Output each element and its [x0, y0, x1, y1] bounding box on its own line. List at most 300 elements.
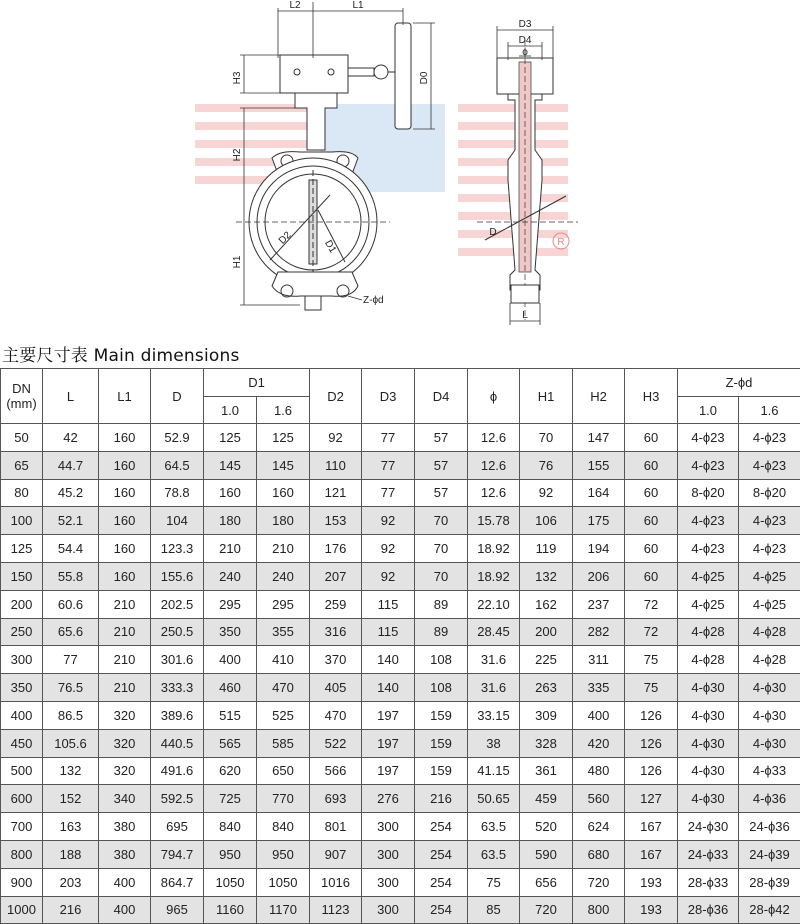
cell-d: 389.6: [151, 701, 204, 729]
cell-d1-pn10: 725: [204, 785, 257, 813]
cell-d3: 77: [362, 424, 415, 452]
cell-dn: 300: [1, 646, 43, 674]
cell-l: 54.4: [43, 535, 99, 563]
cell-l1: 320: [99, 729, 151, 757]
cell-d1-pn10: 840: [204, 813, 257, 841]
cell-l: 203: [43, 868, 99, 896]
cell-l: 44.7: [43, 451, 99, 479]
cell-d4: 108: [415, 646, 468, 674]
cell-l1: 380: [99, 840, 151, 868]
table-row: [1, 701, 800, 729]
header-d1-pn16: 1.6: [257, 397, 310, 424]
cell-dn: 200: [1, 590, 43, 618]
cell-l: 42: [43, 424, 99, 452]
cell-dn: 50: [1, 424, 43, 452]
header-d2: D2: [310, 369, 362, 424]
cell-h1: 720: [520, 896, 573, 924]
cell-d1-pn10: 1160: [204, 896, 257, 924]
cell-h3: 167: [625, 840, 678, 868]
cell-h3: 193: [625, 896, 678, 924]
cell-h1: 76: [520, 451, 573, 479]
cell-h1: 309: [520, 701, 573, 729]
dimensions-table: [0, 368, 800, 924]
cell-d2: 405: [310, 674, 362, 702]
cell-zphid-pn10: 24-ϕ33: [678, 840, 739, 868]
cell-d3: 115: [362, 618, 415, 646]
cell-d1-pn16: 470: [257, 674, 310, 702]
cell-d4: 70: [415, 562, 468, 590]
svg-text:Z-ϕd: Z-ϕd: [363, 295, 384, 306]
table-row: [1, 757, 800, 785]
cell-h3: 167: [625, 813, 678, 841]
cell-l: 60.6: [43, 590, 99, 618]
cell-l1: 160: [99, 507, 151, 535]
table-body: [1, 424, 800, 924]
cell-d: 333.3: [151, 674, 204, 702]
cell-h3: 60: [625, 424, 678, 452]
cell-d1-pn10: 400: [204, 646, 257, 674]
cell-dn: 150: [1, 562, 43, 590]
cell-phi: 33.15: [468, 701, 520, 729]
cell-dn: 65: [1, 451, 43, 479]
cell-h1: 361: [520, 757, 573, 785]
header-l1: L1: [99, 369, 151, 424]
cell-d: 301.6: [151, 646, 204, 674]
cell-d: 864.7: [151, 868, 204, 896]
cell-zphid-pn16: 4-ϕ30: [739, 729, 800, 757]
cell-zphid-pn16: 24-ϕ36: [739, 813, 800, 841]
cell-d1-pn16: 650: [257, 757, 310, 785]
cell-h1: 106: [520, 507, 573, 535]
table-caption: 主要尺寸表 Main dimensions: [2, 341, 240, 366]
cell-h3: 127: [625, 785, 678, 813]
cell-l: 65.6: [43, 618, 99, 646]
cell-h2: 800: [573, 896, 625, 924]
cell-d1-pn10: 180: [204, 507, 257, 535]
table-row: [1, 840, 800, 868]
cell-d2: 693: [310, 785, 362, 813]
cell-zphid-pn16: 4-ϕ36: [739, 785, 800, 813]
cell-d4: 254: [415, 868, 468, 896]
table-row: [1, 479, 800, 507]
cell-d4: 57: [415, 479, 468, 507]
cell-h3: 60: [625, 507, 678, 535]
svg-text:H3: H3: [232, 71, 243, 84]
cell-h3: 60: [625, 535, 678, 563]
cell-h3: 75: [625, 646, 678, 674]
cell-d3: 77: [362, 479, 415, 507]
cell-d1-pn16: 1170: [257, 896, 310, 924]
cell-zphid-pn10: 4-ϕ23: [678, 424, 739, 452]
table-header: [1, 369, 800, 424]
svg-text:D: D: [489, 227, 496, 238]
cell-d4: 108: [415, 674, 468, 702]
cell-l1: 160: [99, 451, 151, 479]
svg-text:ϕ: ϕ: [522, 47, 528, 58]
cell-l: 52.1: [43, 507, 99, 535]
header-h1: H1: [520, 369, 573, 424]
cell-d1-pn10: 515: [204, 701, 257, 729]
cell-d3: 300: [362, 840, 415, 868]
cell-zphid-pn10: 4-ϕ23: [678, 535, 739, 563]
cell-zphid-pn10: 4-ϕ25: [678, 562, 739, 590]
cell-zphid-pn10: 4-ϕ30: [678, 785, 739, 813]
cell-d2: 1016: [310, 868, 362, 896]
cell-h1: 70: [520, 424, 573, 452]
cell-h2: 175: [573, 507, 625, 535]
cell-zphid-pn16: 24-ϕ39: [739, 840, 800, 868]
cell-d1-pn16: 1050: [257, 868, 310, 896]
cell-zphid-pn16: 28-ϕ39: [739, 868, 800, 896]
cell-h2: 237: [573, 590, 625, 618]
cell-h1: 520: [520, 813, 573, 841]
cell-h2: 206: [573, 562, 625, 590]
cell-h1: 132: [520, 562, 573, 590]
table-row: [1, 868, 800, 896]
cell-l1: 160: [99, 479, 151, 507]
table-row: [1, 729, 800, 757]
cell-zphid-pn10: 4-ϕ25: [678, 590, 739, 618]
cell-zphid-pn10: 4-ϕ28: [678, 618, 739, 646]
cell-zphid-pn10: 4-ϕ28: [678, 646, 739, 674]
cell-h2: 420: [573, 729, 625, 757]
cell-l1: 340: [99, 785, 151, 813]
cell-d2: 1123: [310, 896, 362, 924]
cell-d4: 89: [415, 590, 468, 618]
cell-h1: 590: [520, 840, 573, 868]
cell-h3: 126: [625, 757, 678, 785]
cell-h2: 147: [573, 424, 625, 452]
cell-d4: 254: [415, 896, 468, 924]
cell-d4: 57: [415, 451, 468, 479]
cell-l1: 380: [99, 813, 151, 841]
cell-h2: 164: [573, 479, 625, 507]
cell-h2: 335: [573, 674, 625, 702]
cell-d: 123.3: [151, 535, 204, 563]
cell-h1: 656: [520, 868, 573, 896]
cell-d4: 254: [415, 813, 468, 841]
cell-d3: 77: [362, 451, 415, 479]
cell-d1-pn16: 145: [257, 451, 310, 479]
cell-phi: 12.6: [468, 479, 520, 507]
cell-l1: 210: [99, 590, 151, 618]
svg-text:L: L: [522, 310, 528, 321]
cell-d1-pn16: 125: [257, 424, 310, 452]
cell-d: 965: [151, 896, 204, 924]
cell-h3: 60: [625, 479, 678, 507]
header-zphid-pn10: 1.0: [678, 397, 739, 424]
table-row: [1, 535, 800, 563]
cell-h2: 560: [573, 785, 625, 813]
cell-d: 64.5: [151, 451, 204, 479]
svg-text:R: R: [557, 237, 564, 248]
header-d3: D3: [362, 369, 415, 424]
cell-l: 45.2: [43, 479, 99, 507]
cell-h3: 72: [625, 618, 678, 646]
cell-l1: 210: [99, 646, 151, 674]
cell-d2: 316: [310, 618, 362, 646]
cell-l: 86.5: [43, 701, 99, 729]
svg-text:D1: D1: [322, 238, 338, 255]
header-d1: D1: [204, 369, 310, 397]
cell-dn: 350: [1, 674, 43, 702]
cell-d1-pn10: 210: [204, 535, 257, 563]
cell-zphid-pn16: 4-ϕ23: [739, 507, 800, 535]
svg-text:H1: H1: [232, 255, 243, 268]
cell-dn: 1000: [1, 896, 43, 924]
cell-h2: 194: [573, 535, 625, 563]
cell-d3: 300: [362, 896, 415, 924]
cell-zphid-pn16: 4-ϕ33: [739, 757, 800, 785]
cell-d1-pn16: 180: [257, 507, 310, 535]
cell-d3: 197: [362, 729, 415, 757]
cell-phi: 63.5: [468, 840, 520, 868]
cell-d1-pn16: 950: [257, 840, 310, 868]
cell-d: 52.9: [151, 424, 204, 452]
svg-text:H2: H2: [232, 148, 243, 161]
cell-zphid-pn10: 24-ϕ30: [678, 813, 739, 841]
cell-l: 76.5: [43, 674, 99, 702]
cell-zphid-pn10: 8-ϕ20: [678, 479, 739, 507]
cell-zphid-pn10: 4-ϕ30: [678, 674, 739, 702]
cell-d1-pn16: 210: [257, 535, 310, 563]
table-row: [1, 562, 800, 590]
cell-l: 188: [43, 840, 99, 868]
cell-d1-pn10: 160: [204, 479, 257, 507]
cell-d3: 115: [362, 590, 415, 618]
cell-d: 250.5: [151, 618, 204, 646]
cell-zphid-pn16: 4-ϕ28: [739, 646, 800, 674]
cell-h1: 200: [520, 618, 573, 646]
cell-phi: 38: [468, 729, 520, 757]
cell-d2: 110: [310, 451, 362, 479]
cell-d2: 370: [310, 646, 362, 674]
cell-h3: 60: [625, 562, 678, 590]
cell-d4: 159: [415, 701, 468, 729]
cell-zphid-pn10: 28-ϕ36: [678, 896, 739, 924]
cell-d1-pn10: 620: [204, 757, 257, 785]
cell-phi: 63.5: [468, 813, 520, 841]
cell-h3: 72: [625, 590, 678, 618]
cell-l1: 320: [99, 701, 151, 729]
cell-h3: 126: [625, 729, 678, 757]
cell-zphid-pn16: 4-ϕ30: [739, 674, 800, 702]
cell-d2: 259: [310, 590, 362, 618]
cell-dn: 700: [1, 813, 43, 841]
cell-l: 105.6: [43, 729, 99, 757]
cell-phi: 85: [468, 896, 520, 924]
table-row: [1, 646, 800, 674]
cell-h2: 720: [573, 868, 625, 896]
cell-d4: 159: [415, 729, 468, 757]
cell-d3: 140: [362, 674, 415, 702]
cell-d: 78.8: [151, 479, 204, 507]
cell-zphid-pn16: 28-ϕ42: [739, 896, 800, 924]
cell-d1-pn16: 840: [257, 813, 310, 841]
cell-dn: 450: [1, 729, 43, 757]
cell-d2: 470: [310, 701, 362, 729]
cell-d: 155.6: [151, 562, 204, 590]
cell-phi: 31.6: [468, 674, 520, 702]
cell-d1-pn16: 525: [257, 701, 310, 729]
cell-d: 592.5: [151, 785, 204, 813]
table-row: [1, 590, 800, 618]
cell-h2: 311: [573, 646, 625, 674]
cell-zphid-pn16: 4-ϕ25: [739, 590, 800, 618]
header-dn: DN (mm): [1, 369, 43, 424]
cell-phi: 22.10: [468, 590, 520, 618]
cell-d4: 70: [415, 507, 468, 535]
cell-d4: 57: [415, 424, 468, 452]
cell-zphid-pn10: 4-ϕ23: [678, 451, 739, 479]
cell-phi: 31.6: [468, 646, 520, 674]
cell-d1-pn16: 770: [257, 785, 310, 813]
header-h2: H2: [573, 369, 625, 424]
cell-zphid-pn16: 4-ϕ28: [739, 618, 800, 646]
cell-h1: 263: [520, 674, 573, 702]
cell-l1: 400: [99, 868, 151, 896]
cell-d3: 197: [362, 757, 415, 785]
header-l: L: [43, 369, 99, 424]
svg-text:L2: L2: [289, 0, 301, 11]
cell-d2: 207: [310, 562, 362, 590]
header-h3: H3: [625, 369, 678, 424]
cell-phi: 15.78: [468, 507, 520, 535]
cell-h3: 60: [625, 451, 678, 479]
cell-d2: 92: [310, 424, 362, 452]
cell-d2: 121: [310, 479, 362, 507]
cell-phi: 28.45: [468, 618, 520, 646]
cell-h1: 119: [520, 535, 573, 563]
cell-l: 55.8: [43, 562, 99, 590]
cell-d3: 300: [362, 868, 415, 896]
cell-d2: 566: [310, 757, 362, 785]
cell-h1: 459: [520, 785, 573, 813]
cell-l: 77: [43, 646, 99, 674]
cell-d1-pn16: 240: [257, 562, 310, 590]
cell-d: 440.5: [151, 729, 204, 757]
cell-l: 132: [43, 757, 99, 785]
header-zphid: Z-ϕd: [678, 369, 800, 397]
svg-text:D4: D4: [519, 35, 532, 46]
cell-d2: 907: [310, 840, 362, 868]
cell-dn: 800: [1, 840, 43, 868]
cell-d2: 522: [310, 729, 362, 757]
cell-d3: 92: [362, 562, 415, 590]
cell-h1: 162: [520, 590, 573, 618]
cell-h2: 480: [573, 757, 625, 785]
cell-phi: 75: [468, 868, 520, 896]
cell-d3: 140: [362, 646, 415, 674]
cell-h1: 92: [520, 479, 573, 507]
table-row: [1, 451, 800, 479]
cell-d1-pn10: 950: [204, 840, 257, 868]
cell-dn: 600: [1, 785, 43, 813]
cell-l1: 160: [99, 424, 151, 452]
cell-zphid-pn16: 4-ϕ23: [739, 451, 800, 479]
cell-l: 152: [43, 785, 99, 813]
cell-l: 216: [43, 896, 99, 924]
cell-dn: 250: [1, 618, 43, 646]
cell-d: 695: [151, 813, 204, 841]
cell-h1: 328: [520, 729, 573, 757]
cell-h3: 193: [625, 868, 678, 896]
cell-h3: 126: [625, 701, 678, 729]
cell-dn: 100: [1, 507, 43, 535]
cell-dn: 80: [1, 479, 43, 507]
cell-zphid-pn16: 8-ϕ20: [739, 479, 800, 507]
cell-d3: 276: [362, 785, 415, 813]
cell-d4: 70: [415, 535, 468, 563]
cell-d1-pn16: 585: [257, 729, 310, 757]
cell-l1: 320: [99, 757, 151, 785]
cell-h2: 400: [573, 701, 625, 729]
cell-zphid-pn16: 4-ϕ25: [739, 562, 800, 590]
cell-h2: 282: [573, 618, 625, 646]
cell-phi: 12.6: [468, 451, 520, 479]
cell-d1-pn10: 295: [204, 590, 257, 618]
svg-text:D0: D0: [419, 71, 430, 84]
cell-d: 794.7: [151, 840, 204, 868]
cell-d: 202.5: [151, 590, 204, 618]
table-row: [1, 896, 800, 924]
svg-text:D3: D3: [519, 19, 532, 30]
cell-d1-pn10: 460: [204, 674, 257, 702]
cell-zphid-pn10: 4-ϕ23: [678, 507, 739, 535]
cell-d1-pn10: 125: [204, 424, 257, 452]
cell-d1-pn10: 240: [204, 562, 257, 590]
header-d: D: [151, 369, 204, 424]
cell-d2: 153: [310, 507, 362, 535]
cell-zphid-pn10: 4-ϕ30: [678, 729, 739, 757]
svg-text:L1: L1: [352, 0, 364, 11]
header-phi: ϕ: [468, 369, 520, 424]
cell-h2: 680: [573, 840, 625, 868]
cell-d4: 254: [415, 840, 468, 868]
cell-l: 163: [43, 813, 99, 841]
cell-d3: 92: [362, 507, 415, 535]
cell-d1-pn16: 160: [257, 479, 310, 507]
cell-d1-pn16: 410: [257, 646, 310, 674]
cell-h2: 624: [573, 813, 625, 841]
cell-l1: 210: [99, 674, 151, 702]
cell-h1: 225: [520, 646, 573, 674]
table-row: [1, 813, 800, 841]
cell-phi: 18.92: [468, 562, 520, 590]
cell-d3: 92: [362, 535, 415, 563]
cell-d4: 159: [415, 757, 468, 785]
cell-l1: 160: [99, 562, 151, 590]
cell-zphid-pn10: 4-ϕ30: [678, 757, 739, 785]
table-row: [1, 424, 800, 452]
cell-d4: 216: [415, 785, 468, 813]
cell-zphid-pn10: 4-ϕ30: [678, 701, 739, 729]
header-d4: D4: [415, 369, 468, 424]
cell-d1-pn10: 565: [204, 729, 257, 757]
cell-zphid-pn16: 4-ϕ23: [739, 535, 800, 563]
cell-h2: 155: [573, 451, 625, 479]
cell-d1-pn10: 145: [204, 451, 257, 479]
cell-l1: 160: [99, 535, 151, 563]
cell-d: 491.6: [151, 757, 204, 785]
cell-d2: 801: [310, 813, 362, 841]
table-row: [1, 618, 800, 646]
cell-d3: 300: [362, 813, 415, 841]
cell-d4: 89: [415, 618, 468, 646]
cell-phi: 41.15: [468, 757, 520, 785]
svg-text:D2: D2: [277, 230, 294, 247]
cell-d: 104: [151, 507, 204, 535]
